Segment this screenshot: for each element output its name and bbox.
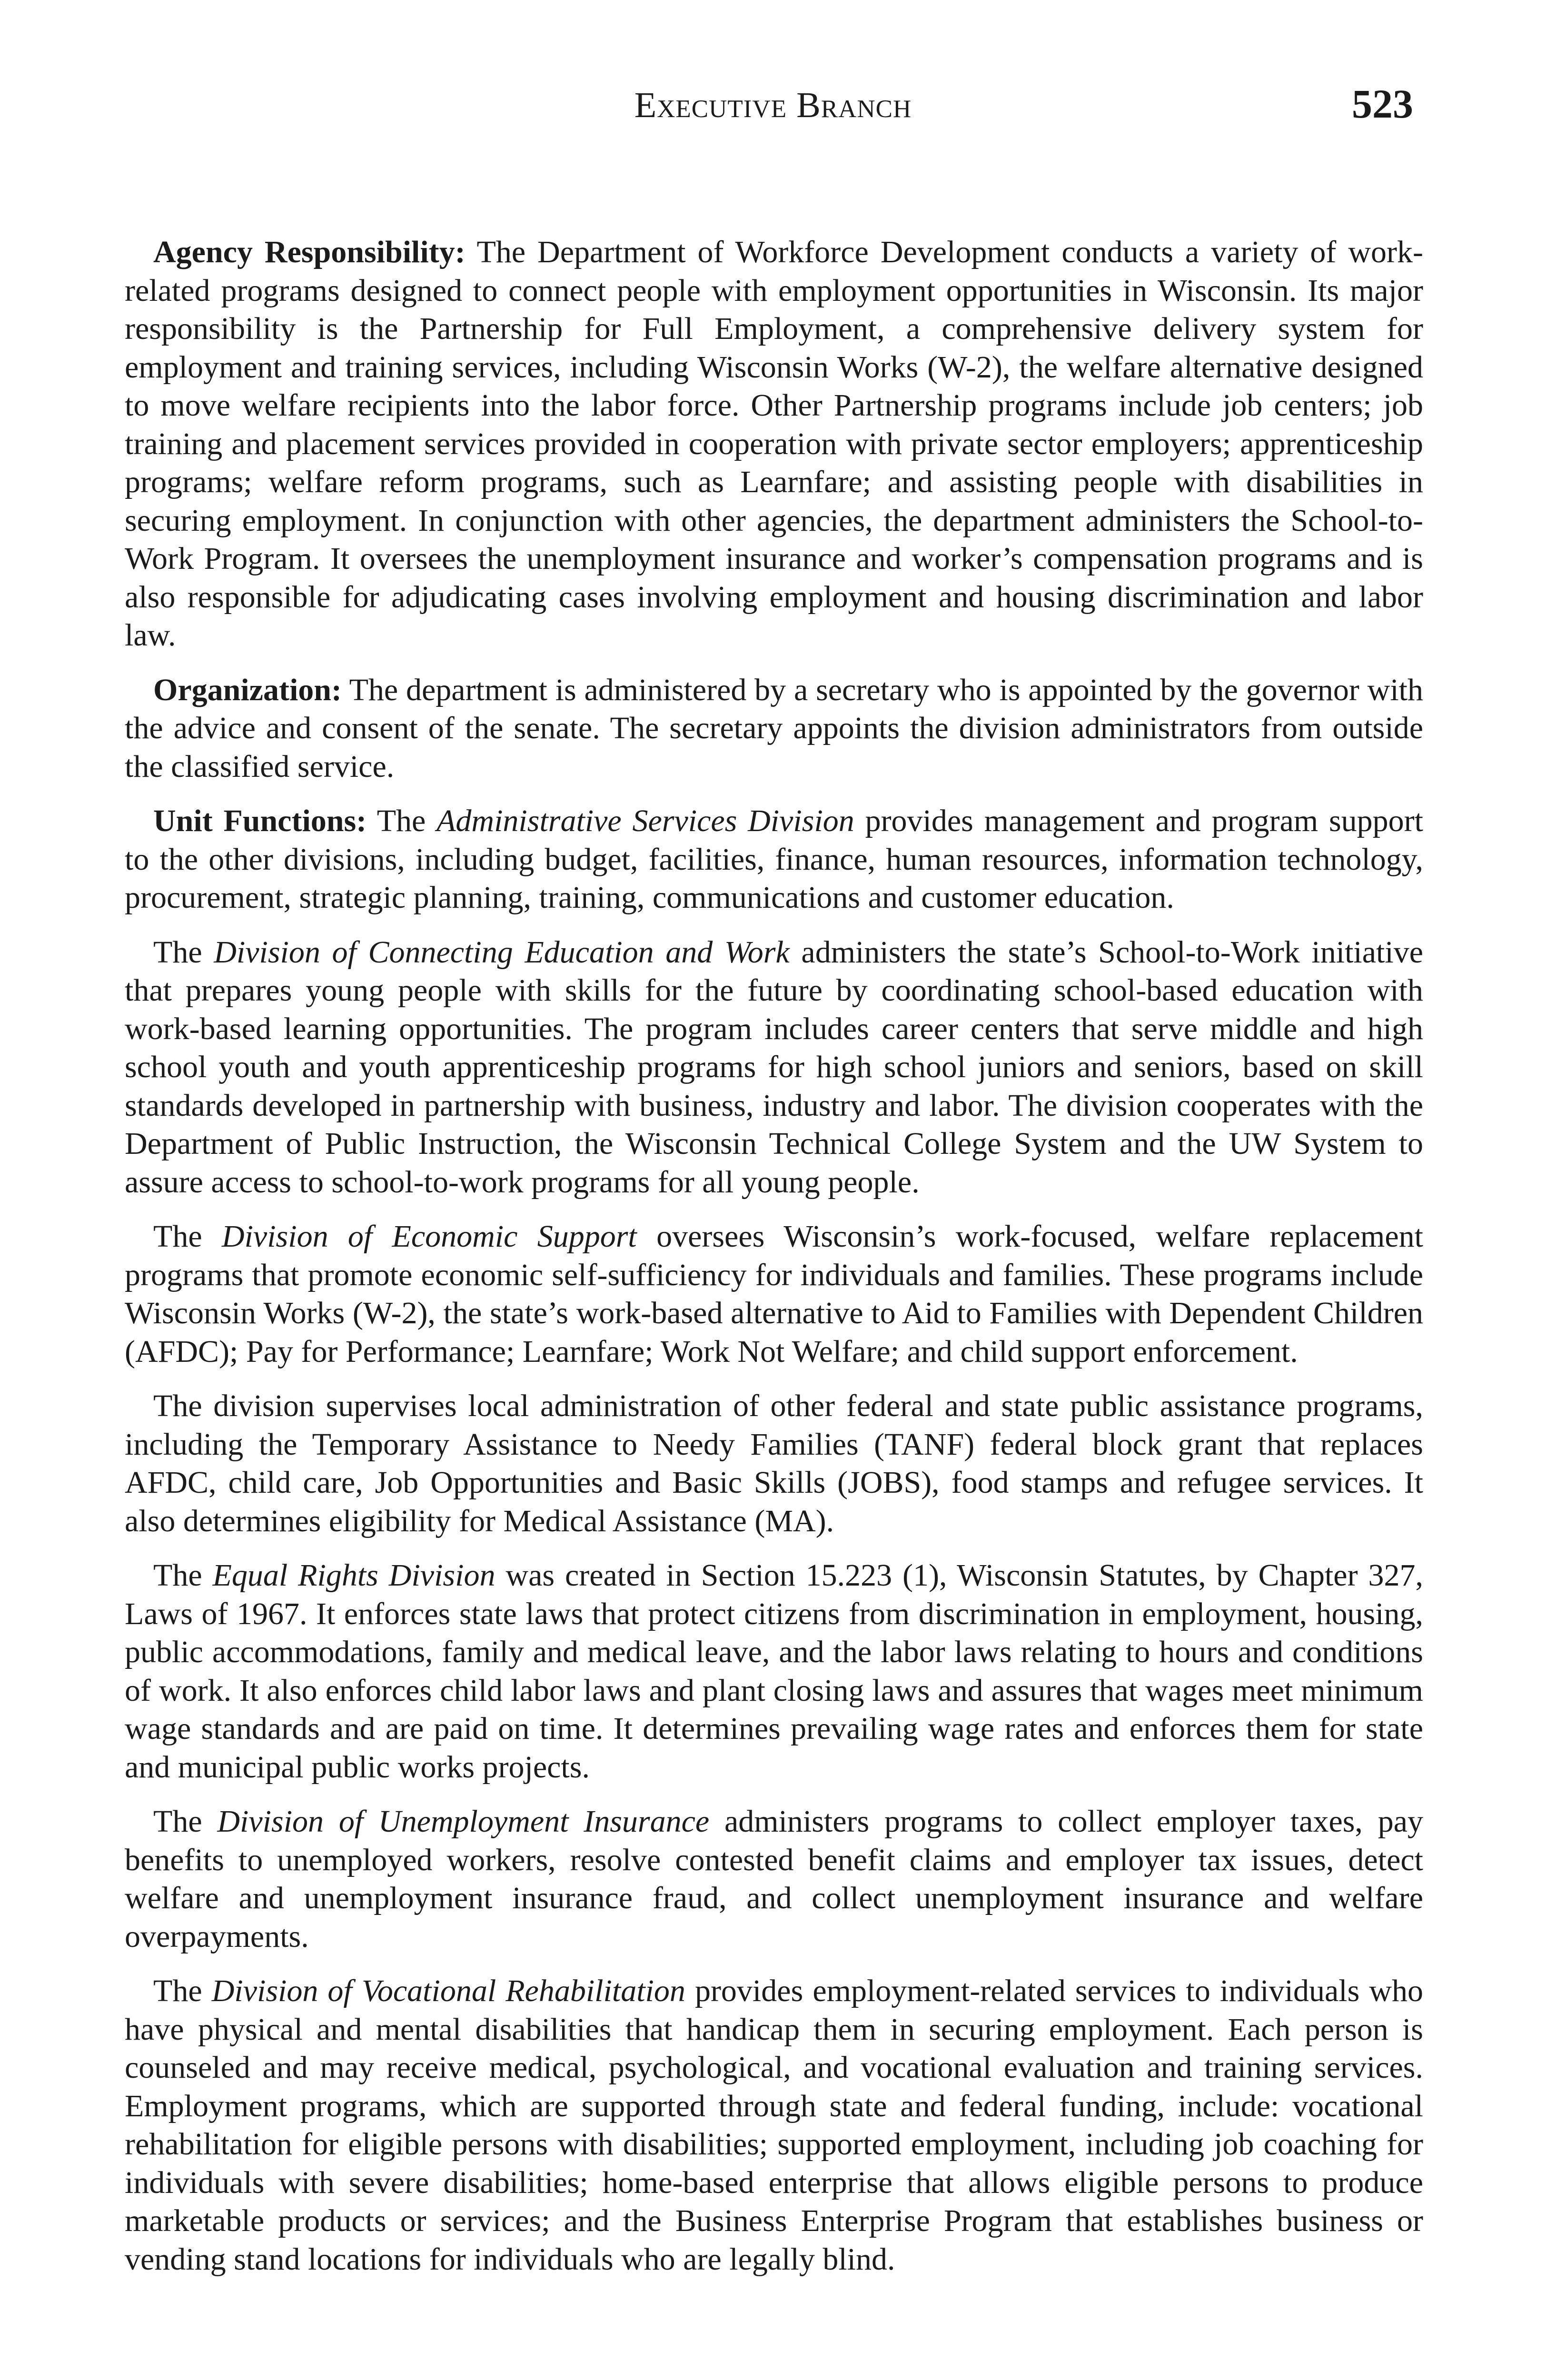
paragraph-text: was created in Section 15.223 (1), Wisconsin Statutes, by Chapter 327, Laws of 1967. It enforces state laws that protect citizens from discrimination in employment, housing, public accommodations, family and medical leave, and the labor laws relating to hours and conditions of work. It also enforces child labor laws and plant closing laws and assures that wages meet minimum wage standards and are paid on time. It determines prevailing wage rates and enforces them for state and municipal public works projects. — [125, 1558, 1424, 1785]
paragraph-lead: Organization: — [153, 672, 342, 707]
unit-name: Equal Rights Division — [212, 1558, 496, 1593]
paragraph-text: administers programs to collect employer taxes, pay benefits to unemployed workers, resolve contested benefit claims and employer tax issues, detect welfare and unemployment insurance fraud, and collect unemployment insurance and welfare overpayments. — [125, 1804, 1423, 1954]
paragraph-lead: Agency Responsibility: — [153, 235, 466, 269]
paragraph-prefix: The — [367, 803, 437, 838]
paragraph-lead: Unit Functions: — [153, 803, 367, 838]
paragraph-unemployment-insurance — [125, 1803, 1423, 1956]
page-number: 523 — [1352, 81, 1413, 127]
paragraph-public-assistance — [125, 1387, 1423, 1540]
paragraph-unit-functions — [125, 802, 1423, 917]
paragraph-text: The Department of Workforce Development conducts a variety of work-related programs designed to connect people with employment opportunities in Wisconsin. Its major responsibility is the Partnership for Full Employment, a comprehensive delivery system for employment and training services, including Wisconsin Works (W-2), the welfare alternative designed to move welfare recipients into the labor force. Other Partnership programs include job centers; job training and placement services provided in cooperation with private sector employers; apprenticeship programs; welfare reform programs, such as Learnfare; and assisting people with disabilities in securing employment. In conjunction with other agencies, the department administers the School-to-Work Program. It oversees the unemployment insurance and worker’s compensation programs and is also responsible for adjudicating cases involving employment and housing discrimination and labor law. — [125, 235, 1423, 653]
paragraph-prefix: The — [153, 1558, 213, 1593]
body-text — [125, 233, 1423, 2295]
unit-name: Division of Economic Support — [221, 1219, 637, 1254]
paragraph-text: The division supervises local administration of other federal and state public assistance programs, including the Temporary Assistance to Needy Families (TANF) federal block grant that replaces AFDC, child care, Job Opportunities and Basic Skills (JOBS), food stamps and refugee services. It also determines eligibility for Medical Assistance (MA). — [125, 1388, 1423, 1538]
paragraph-prefix: The — [153, 934, 214, 970]
paragraph-prefix: The — [153, 1804, 218, 1839]
unit-name: Division of Unemployment Insurance — [217, 1804, 710, 1839]
unit-name: Division of Vocational Rehabilitation — [211, 1973, 685, 2008]
paragraph-text: oversees Wisconsin’s work-focused, welfare replacement programs that promote economic self-sufficiency for individuals and families. These programs include Wisconsin Works (W-2), the state’s work-based alternative to Aid to Families with Dependent Children (AFDC); Pay for Performance; Learnfare; Work Not Welfare; and child support enforcement. — [125, 1219, 1424, 1369]
unit-name: Administrative Services Division — [436, 803, 854, 838]
running-head: Executive Branch — [634, 85, 912, 125]
unit-name: Division of Connecting Education and Work — [214, 934, 790, 970]
paragraph-economic-support — [125, 1218, 1423, 1371]
paragraph-prefix: The — [153, 1973, 212, 2008]
paragraph-equal-rights — [125, 1557, 1423, 1786]
paragraph-text: The department is administered by a secretary who is appointed by the governor with the advice and consent of the senate. The secretary appoints the division administrators from outside the classified service. — [125, 672, 1423, 784]
paragraph-text: provides management and program support to the other divisions, including budget, facilities, finance, human resources, information technology, procurement, strategic planning, training, communications and customer education. — [125, 803, 1423, 915]
paragraph-organization — [125, 671, 1423, 786]
paragraph-agency-responsibility — [125, 233, 1423, 655]
paragraph-prefix: The — [153, 1219, 222, 1254]
paragraph-text: provides employment-related services to individuals who have physical and mental disabilities that handicap them in securing employment. Each person is counseled and may receive medical, psychological, and vocational evaluation and training services. Employment programs, which are supported through state and federal funding, include: vocational rehabilitation for eligible persons with disabilities; supported employment, including job coaching for individuals with severe disabilities; home-based enterprise that allows eligible persons to produce marketable products or services; and the Business Enterprise Program that establishes business or vending stand locations for individuals who are legally blind. — [125, 1973, 1423, 2277]
paragraph-text: administers the state’s School-to-Work initiative that prepares young people with skills for the future by coordinating school-based education with work-based learning opportunities. The program includes career centers that serve middle and high school youth and youth apprenticeship programs for high school juniors and seniors, based on skill standards developed in partnership with business, industry and labor. The division cooperates with the Department of Public Instruction, the Wisconsin Technical College System and the UW System to assure access to school-to-work programs for all young people. — [125, 934, 1424, 1200]
paragraph-connecting-education — [125, 933, 1423, 1202]
paragraph-vocational-rehabilitation — [125, 1972, 1423, 2279]
